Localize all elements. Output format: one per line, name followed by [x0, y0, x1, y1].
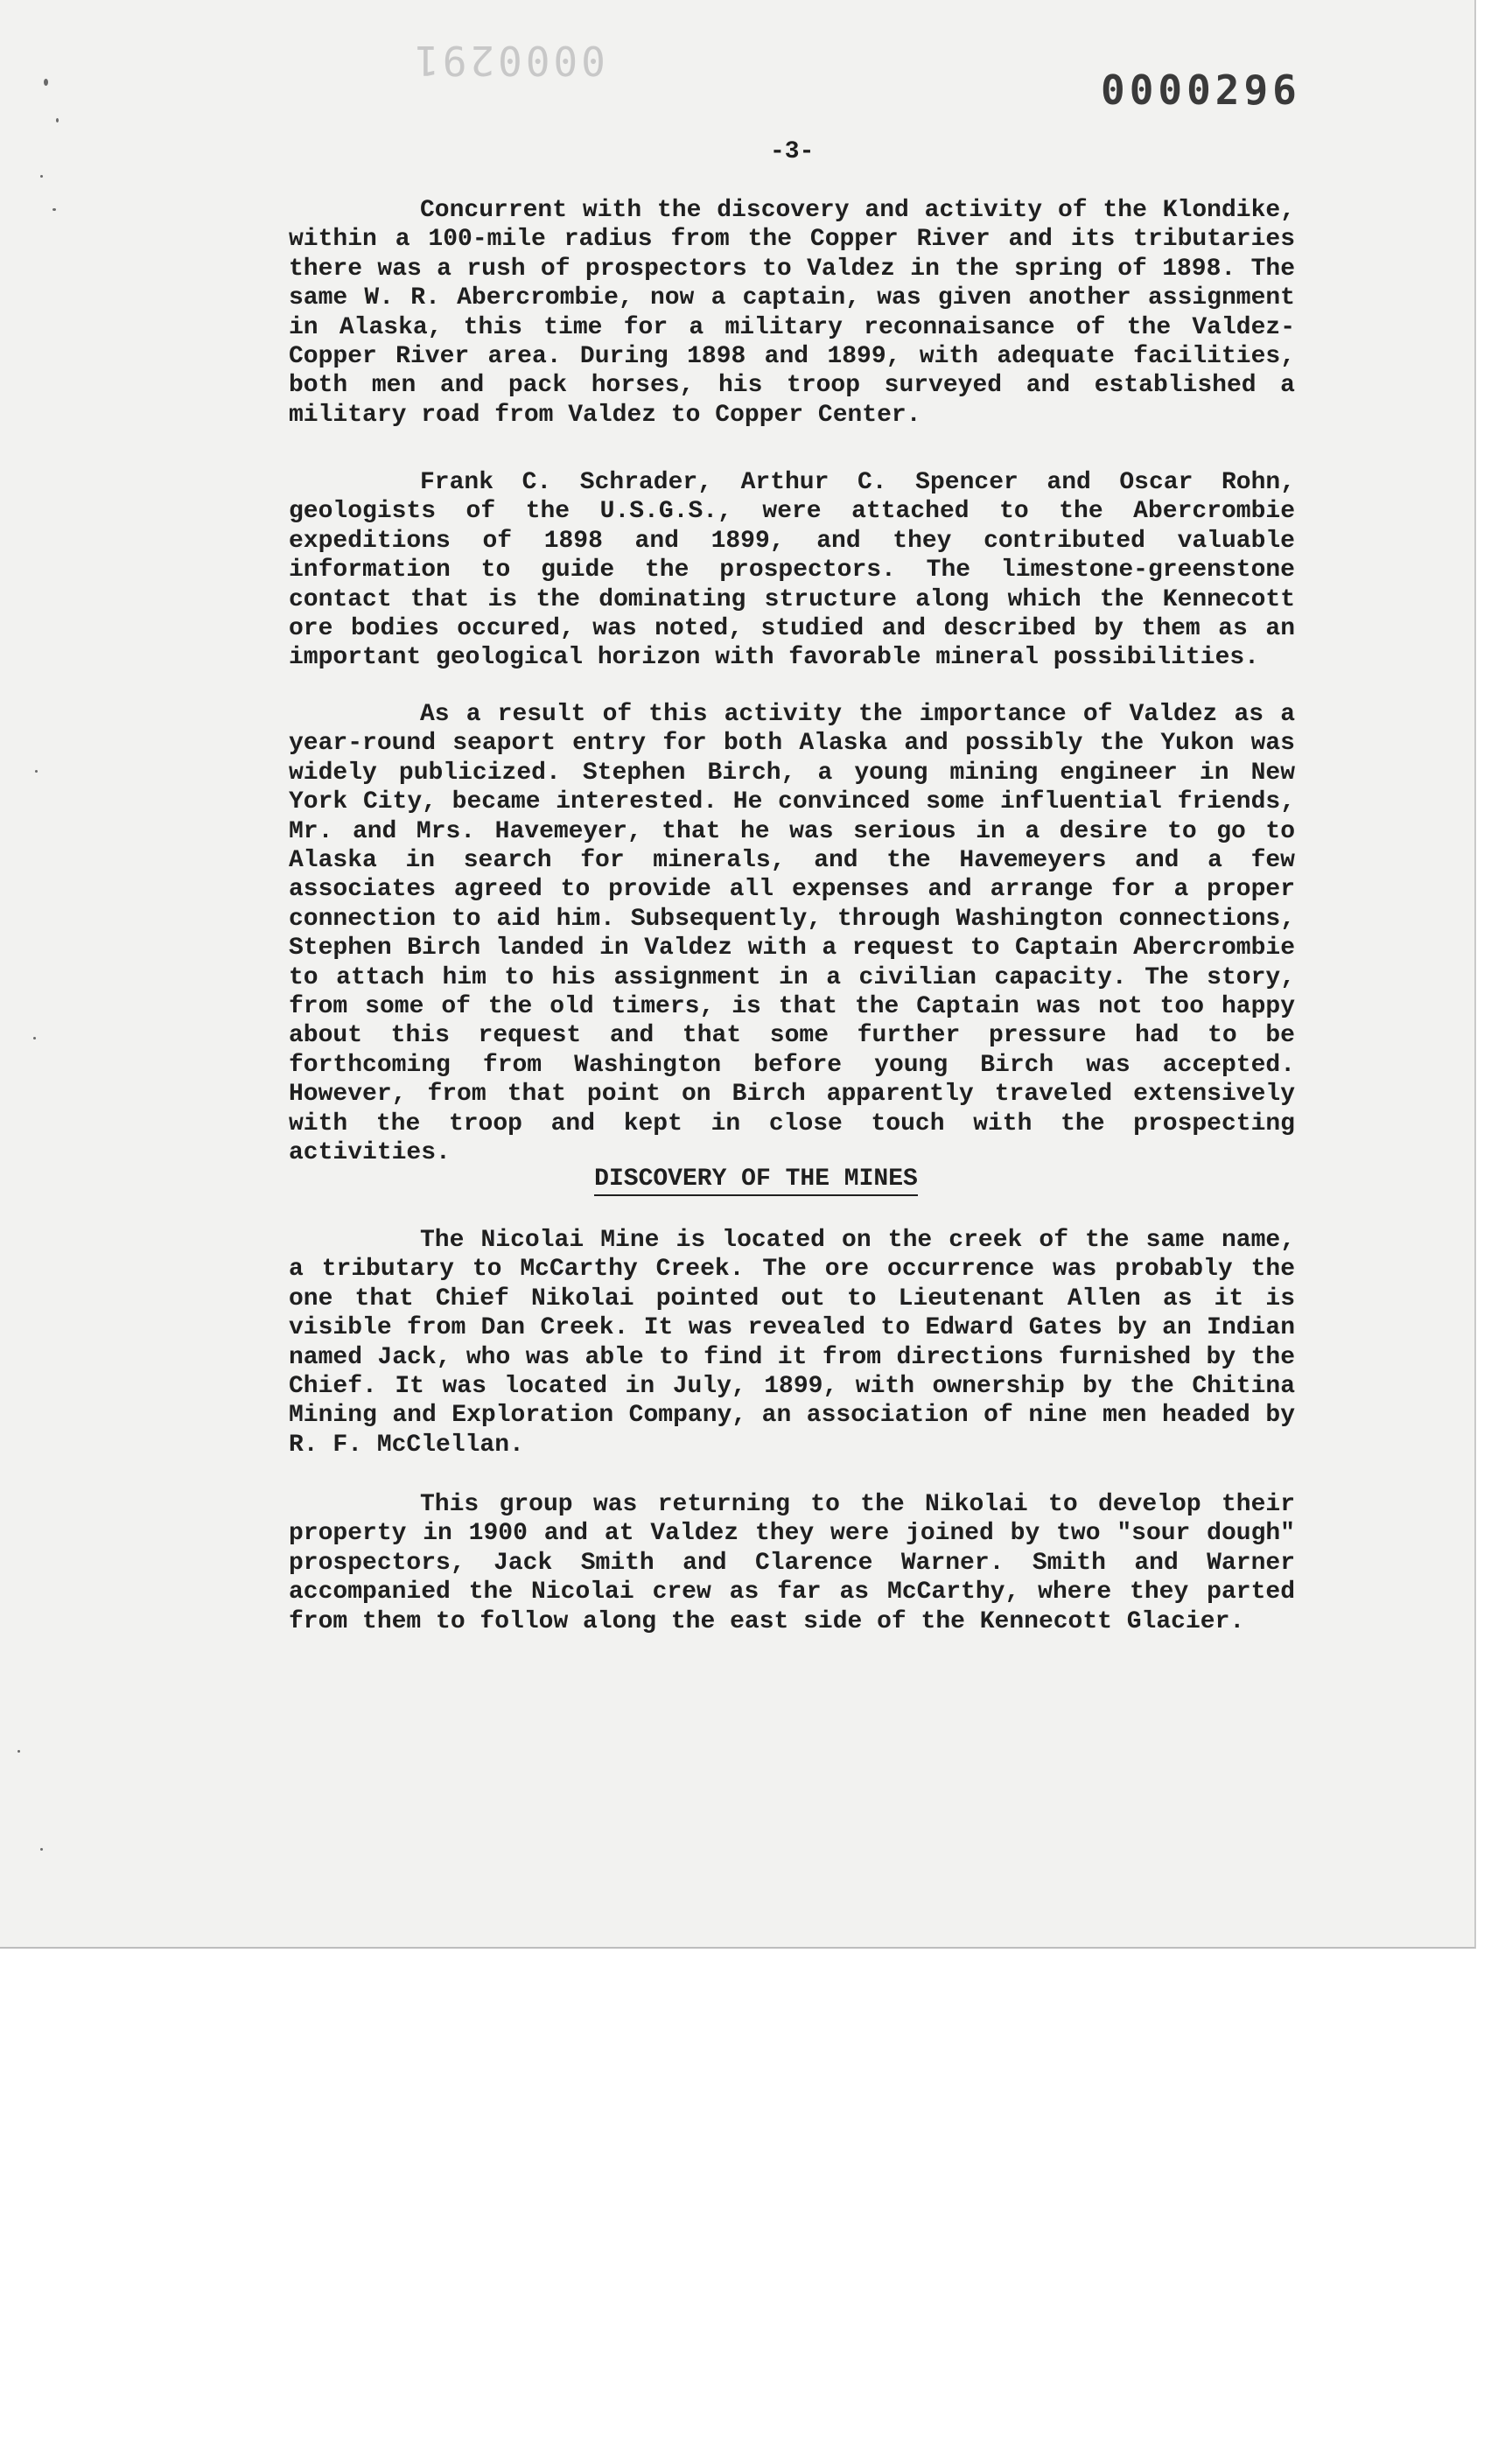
- scan-speck: [33, 1037, 36, 1040]
- faint-reversed-stamp: 0000291: [411, 37, 606, 84]
- paragraph-stephen-birch: As a result of this activity the importance of Valdez as a year-round seaport entry for both Alaska and possibly the Yukon was widely publicized. Stephen Birch, a young mining engineer in New York City, became interested. He convinced some influential friends, Mr. and Mrs. Havemeyer, that he was serious in a desire to go to Alaska in search for minerals, and the Havemeyers and a few associates agreed to provide all expenses and arrange for a proper connection to aid him. Subsequently, through Washington connections, Stephen Birch landed in Valdez with a request to Captain Abercrombie to attach him to his assignment in a civilian capacity. The story, from some of the old timers, is that the Captain was not too happy about this request and that some further pressure had to be forthcoming from Washington before young Birch was accepted. However, from that point on Birch apparently traveled extensively with the troop and kept in close touch with the prospecting activities.: [289, 701, 1295, 1167]
- scan-speck: [35, 770, 38, 773]
- section-heading-text: DISCOVERY OF THE MINES: [594, 1166, 918, 1196]
- paragraph-sour-dough-prospectors: This group was returning to the Nikolai to develop their property in 1900 and at Valdez they were joined by two "sour dough" prospectors, Jack Smith and Clarence Warner. Smith and Warner accompanied the Nicolai crew as far as McCarthy, where they parted from them to follow along the east side of the Kennecott Glacier.: [289, 1491, 1295, 1635]
- scan-speck: [44, 79, 48, 86]
- paragraph-klondike-rush: Concurrent with the discovery and activity of the Klondike, within a 100-mile radius from the Copper River and its tributaries there was a rush of prospectors to Valdez in the spring of 1898. The same W. R. Abercrombie, now a captain, was given another assignment in Alaska, this time for a military reconnaisance of the Valdez-Copper River area. During 1898 and 1899, with adequate facilities, both men and pack horses, his troop surveyed and established a military road from Valdez to Copper Center.: [289, 197, 1295, 429]
- paragraph-nicolai-mine: The Nicolai Mine is located on the creek of the same name, a tributary to McCarthy Creek. The ore occurrence was probably the one that Chief Nikolai pointed out to Lieutenant Allen as it is visible from Dan Creek. It was revealed to Edward Gates by an Indian named Jack, who was able to find it from directions furnished by the Chief. It was located in July, 1899, with ownership by the Chitina Mining and Exploration Company, an association of nine men headed by R. F. McClellan.: [289, 1227, 1295, 1459]
- scan-speck: [52, 208, 56, 211]
- section-heading: [0, 1166, 1512, 1193]
- scan-speck: [18, 1750, 20, 1753]
- paragraph-usgs-geologists: Frank C. Schrader, Arthur C. Spencer and Oscar Rohn, geologists of the U.S.G.S., were attached to the Abercrombie expeditions of 1898 and 1899, and they contributed valuable information to guide the prospectors. The limestone-greenstone contact that is the dominating structure along which the Kennecott ore bodies occured, was noted, studied and described by them as an important geological horizon with favorable mineral possibilities.: [289, 469, 1295, 672]
- page-number: -3-: [770, 138, 815, 165]
- scan-speck: [40, 1848, 43, 1851]
- scan-speck: [40, 175, 43, 178]
- scan-speck: [56, 118, 59, 122]
- document-number-stamp: 0000296: [1101, 66, 1301, 114]
